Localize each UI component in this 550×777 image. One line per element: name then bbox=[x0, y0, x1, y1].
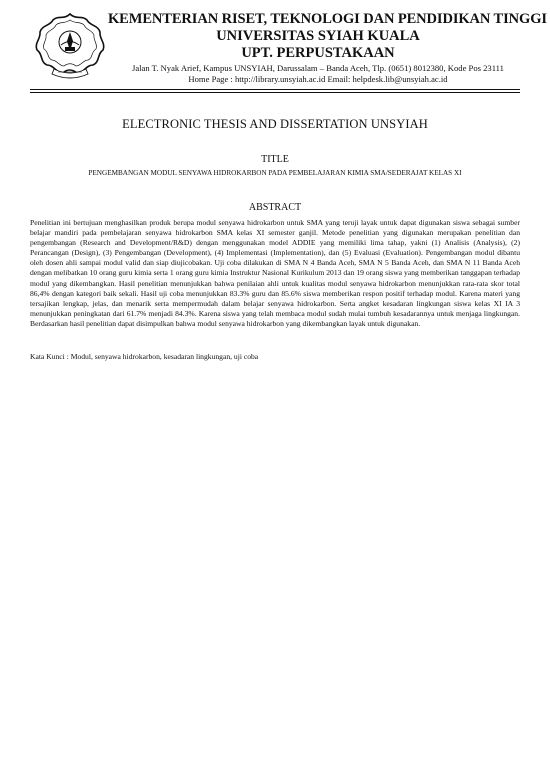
contact-line: Home Page : http://library.unsyiah.ac.id Email: helpdesk.lib@unsyiah.ac.id bbox=[188, 74, 448, 84]
letterhead-text bbox=[108, 11, 547, 85]
university-seal-icon bbox=[32, 11, 108, 83]
abstract-label: ABSTRACT bbox=[248, 202, 302, 213]
university-name: UNIVERSITAS SYIAH KUALA bbox=[216, 28, 420, 44]
title-label: TITLE bbox=[261, 154, 289, 165]
ministry-name: KEMENTERIAN RISET, TEKNOLOGI DAN PENDIDIKAN TINGGI bbox=[108, 11, 547, 27]
document-heading: ELECTRONIC THESIS AND DISSERTATION UNSYIAH bbox=[122, 117, 428, 131]
letterhead-rule-thick bbox=[30, 89, 520, 90]
letterhead-rule-thin bbox=[30, 92, 520, 93]
thesis-title: PENGEMBANGAN MODUL SENYAWA HIDROKARBON PADA PEMBELAJARAN KIMIA SMA/SEDERAJAT KELAS XI bbox=[88, 169, 462, 177]
abstract-text: Penelitian ini bertujuan menghasilkan produk berupa modul senyawa hidrokarbon untuk SMA yang teruji layak untuk dapat digunakan siswa sebagai sumber belajar mandiri pada pembelajaran senyawa hidrokarbon SMA kelas XI semester ganjil. Metode penelitian yang digunakan merupakan penelitian dan pengembangan (Research and Development/R&D) dengan menggunakan model ADDIE yang memiliki lima tahap, yakni (1) Analisis (Analysis), (2) Perancangan (Design), (3) Pengembangan (Development), (4) Implementasi (Implementation), dan (5) Evaluasi (Evaluation). Pengembangan modul dibantu oleh dosen ahli sampai modul valid dan siap diujicobakan. Uji coba dilakukan di SMA N 4 Banda Aceh, SMA N 5 Banda Aceh, dan SMA N 11 Banda Aceh dengan melibatkan 10 orang guru kimia serta 1 orang guru kimia Instruktur Nasional Kurikulum 2013 dan 19 orang siswa yang memberikan tanggapan terhadap modul yang dikembangkan. Hasil penelitian menunjukkan bahwa penilaian ahli untuk kualitas modul senyawa hidrokarbon menunjukkan rata-rata skor total 86,4% dengan kategori baik sekali. Hasil uji coba menunjukkan 83.3% guru dan 85.6% siswa memberikan respon positif terhadap modul. Karena materi yang tersajikan lengkap, jelas, dan menarik serta mempermudah dalam belajar senyawa hidrokarbon. Serta angket kesadaran lingkungan siswa kelas XI IA 3 menunjukkan peningkatan dari 61.7% menjadi 84.3%. Karena siswa yang telah membaca modul sudah mulai tumbuh kesadarannya untuk menjaga lingkungan. Berdasarkan hasil penelitian dapat disimpulkan bahwa modul senyawa hidrokarbon yang dikembangkan layak untuk digunakan. bbox=[30, 218, 520, 328]
unit-name: UPT. PERPUSTAKAAN bbox=[241, 45, 395, 61]
keywords: Kata Kunci : Modul, senyawa hidrokarbon, kesadaran lingkungan, uji coba bbox=[30, 352, 259, 361]
address-line: Jalan T. Nyak Arief, Kampus UNSYIAH, Darussalam – Banda Aceh, Tlp. (0651) 8012380, Kode Pos 23111 bbox=[132, 63, 504, 73]
letterhead bbox=[30, 11, 547, 89]
